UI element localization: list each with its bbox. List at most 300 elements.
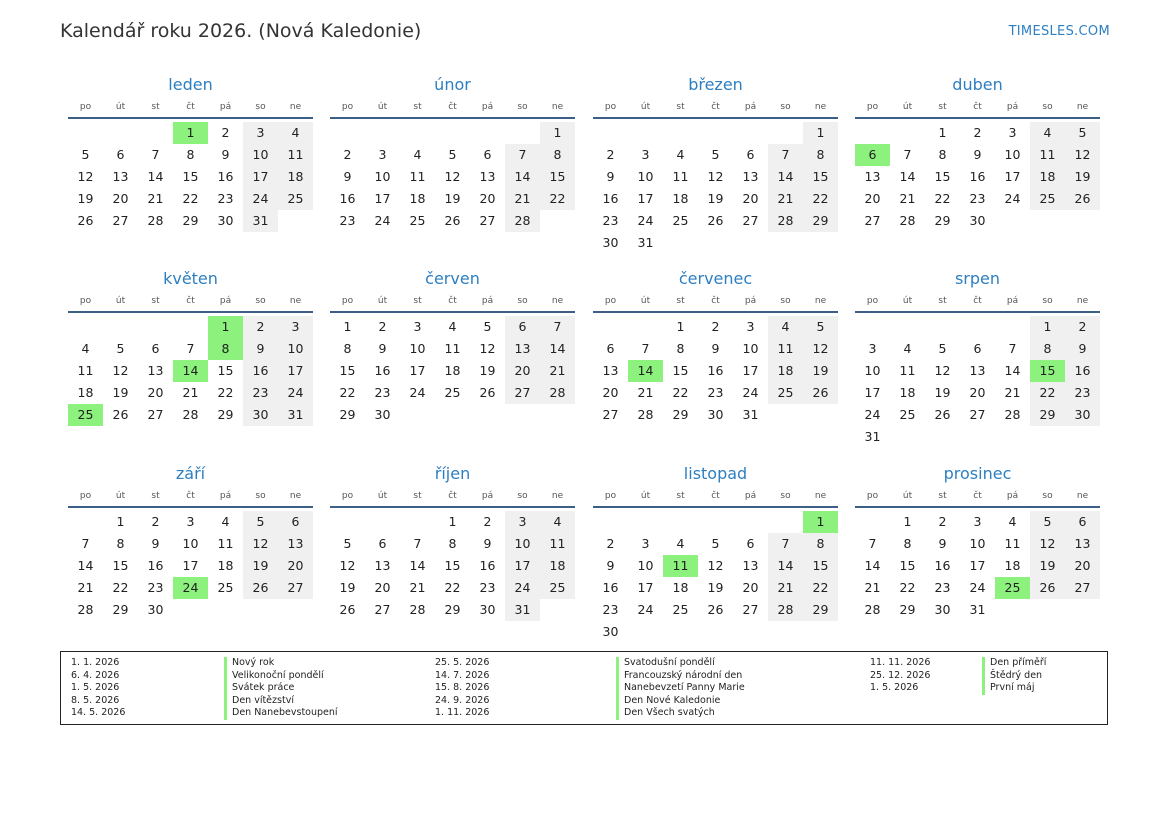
day-cell: 19 bbox=[339, 580, 356, 595]
day-cell: 2 bbox=[606, 147, 615, 162]
week-row bbox=[855, 404, 1100, 426]
day-cell: 15 bbox=[672, 363, 689, 378]
month-divider bbox=[330, 311, 575, 313]
weekday-label: čt bbox=[711, 296, 720, 306]
month-block bbox=[855, 463, 1100, 621]
empty-cell bbox=[540, 210, 575, 232]
empty-cell bbox=[400, 404, 435, 426]
day-cell: 6 bbox=[378, 536, 387, 551]
day-cell: 19 bbox=[707, 191, 724, 206]
day-cell: 3 bbox=[378, 147, 387, 162]
weekday-label: čt bbox=[448, 296, 457, 306]
day-cell: 28 bbox=[182, 407, 199, 422]
day-cell: 31 bbox=[278, 404, 313, 426]
weekday-label: ne bbox=[289, 491, 302, 501]
day-cell: 23 bbox=[1065, 382, 1100, 404]
month-name: leden bbox=[168, 75, 213, 94]
week-row bbox=[330, 533, 575, 555]
week-row bbox=[593, 577, 838, 599]
day-cell: 14 bbox=[540, 338, 575, 360]
day-cell: 31 bbox=[243, 210, 278, 232]
day-cell: 10 bbox=[182, 536, 199, 551]
day-cell: 26 bbox=[444, 213, 461, 228]
legend-date: 25. 12. 2026 bbox=[870, 669, 931, 681]
empty-cell bbox=[365, 511, 400, 533]
month-divider bbox=[330, 117, 575, 119]
day-cell: 20 bbox=[147, 385, 164, 400]
day-cell: 29 bbox=[1030, 404, 1065, 426]
day-cell: 22 bbox=[217, 385, 234, 400]
empty-cell bbox=[960, 426, 995, 448]
weekday-label: út bbox=[115, 491, 126, 501]
weekday-label: so bbox=[1042, 296, 1053, 306]
weekday-label: pá bbox=[481, 102, 494, 112]
week-row bbox=[593, 533, 838, 555]
day-cell: 6 bbox=[483, 147, 492, 162]
day-cell: 19 bbox=[444, 191, 461, 206]
day-cell: 14 bbox=[77, 558, 94, 573]
day-cell: 31 bbox=[864, 429, 881, 444]
day-cell: 14 bbox=[1004, 363, 1021, 378]
day-cell: 16 bbox=[969, 169, 986, 184]
day-cell: 18 bbox=[672, 580, 689, 595]
empty-cell bbox=[890, 426, 925, 448]
month-name: červen bbox=[425, 269, 480, 288]
day-cell: 25 bbox=[217, 580, 234, 595]
day-cell: 21 bbox=[147, 191, 164, 206]
empty-cell bbox=[330, 122, 365, 144]
day-cell: 30 bbox=[969, 213, 986, 228]
empty-cell bbox=[435, 122, 470, 144]
day-cell: 1 bbox=[173, 122, 208, 144]
empty-cell bbox=[663, 232, 698, 254]
day-cell: 27 bbox=[278, 577, 313, 599]
day-cell: 8 bbox=[938, 147, 947, 162]
weekday-label: ne bbox=[814, 491, 827, 501]
day-cell: 24 bbox=[409, 385, 426, 400]
day-cell: 29 bbox=[899, 602, 916, 617]
weekday-label: po bbox=[79, 296, 92, 306]
day-cell: 9 bbox=[711, 341, 720, 356]
brand-link[interactable]: TIMESLES.COM bbox=[1008, 24, 1110, 39]
day-cell: 16 bbox=[217, 169, 234, 184]
weekday-label: čt bbox=[448, 491, 457, 501]
day-cell: 26 bbox=[707, 602, 724, 617]
day-cell: 18 bbox=[672, 191, 689, 206]
day-cell: 18 bbox=[1004, 558, 1021, 573]
empty-cell bbox=[698, 621, 733, 643]
day-cell: 17 bbox=[1004, 169, 1021, 184]
day-cell: 4 bbox=[221, 514, 230, 529]
day-cell: 12 bbox=[339, 558, 356, 573]
weekday-label: st bbox=[676, 296, 685, 306]
day-cell: 20 bbox=[1065, 555, 1100, 577]
week-row bbox=[593, 166, 838, 188]
week-row bbox=[855, 122, 1100, 144]
week-row bbox=[330, 360, 575, 382]
weekday-label: po bbox=[866, 296, 879, 306]
weekday-label: pá bbox=[744, 102, 757, 112]
day-cell: 28 bbox=[768, 210, 803, 232]
empty-cell bbox=[925, 426, 960, 448]
month-name: duben bbox=[952, 75, 1003, 94]
empty-cell bbox=[208, 599, 243, 621]
day-cell: 3 bbox=[641, 536, 650, 551]
week-row bbox=[68, 144, 313, 166]
empty-cell bbox=[1065, 210, 1100, 232]
day-cell: 25 bbox=[278, 188, 313, 210]
weekday-label: pá bbox=[481, 296, 494, 306]
empty-cell bbox=[768, 122, 803, 144]
day-cell: 15 bbox=[112, 558, 129, 573]
day-cell: 24 bbox=[1004, 191, 1021, 206]
weekday-label: st bbox=[938, 491, 947, 501]
day-cell: 2 bbox=[973, 125, 982, 140]
weekday-label: po bbox=[866, 102, 879, 112]
empty-cell bbox=[663, 122, 698, 144]
month-block bbox=[330, 268, 575, 426]
weekday-label: út bbox=[902, 296, 913, 306]
day-cell: 12 bbox=[77, 169, 94, 184]
weekday-label: so bbox=[255, 491, 266, 501]
day-cell: 16 bbox=[1065, 360, 1100, 382]
day-cell: 4 bbox=[676, 147, 685, 162]
day-cell: 7 bbox=[540, 316, 575, 338]
weekday-header bbox=[593, 98, 838, 116]
weekday-header bbox=[593, 292, 838, 310]
day-cell: 31 bbox=[505, 599, 540, 621]
day-cell: 10 bbox=[505, 533, 540, 555]
day-cell: 30 bbox=[707, 407, 724, 422]
weekday-label: ne bbox=[289, 102, 302, 112]
empty-cell bbox=[960, 316, 995, 338]
day-cell: 7 bbox=[1008, 341, 1017, 356]
month-block bbox=[593, 463, 838, 643]
day-cell: 9 bbox=[151, 536, 160, 551]
day-cell: 18 bbox=[409, 191, 426, 206]
day-cell: 11 bbox=[663, 555, 698, 577]
empty-cell bbox=[803, 621, 838, 643]
day-cell: 5 bbox=[81, 147, 90, 162]
day-cell: 6 bbox=[973, 341, 982, 356]
weekday-header bbox=[330, 487, 575, 505]
week-row bbox=[855, 360, 1100, 382]
empty-cell bbox=[330, 511, 365, 533]
day-cell: 8 bbox=[803, 533, 838, 555]
day-cell: 7 bbox=[151, 147, 160, 162]
day-cell: 11 bbox=[1004, 536, 1021, 551]
day-cell: 14 bbox=[768, 555, 803, 577]
day-cell: 9 bbox=[1065, 338, 1100, 360]
weekday-label: ne bbox=[551, 491, 564, 501]
day-cell: 1 bbox=[343, 319, 352, 334]
empty-cell bbox=[68, 316, 103, 338]
weekday-label: út bbox=[640, 102, 651, 112]
day-cell: 5 bbox=[1030, 511, 1065, 533]
day-cell: 17 bbox=[409, 363, 426, 378]
day-cell: 17 bbox=[182, 558, 199, 573]
day-cell: 6 bbox=[746, 147, 755, 162]
empty-cell bbox=[173, 316, 208, 338]
day-cell: 17 bbox=[505, 555, 540, 577]
weekday-label: čt bbox=[711, 102, 720, 112]
legend-date: 1. 5. 2026 bbox=[71, 682, 120, 694]
day-cell: 21 bbox=[409, 580, 426, 595]
day-cell: 3 bbox=[641, 147, 650, 162]
month-divider bbox=[330, 506, 575, 508]
day-cell: 28 bbox=[899, 213, 916, 228]
day-cell: 20 bbox=[278, 555, 313, 577]
day-cell: 13 bbox=[147, 363, 164, 378]
weekday-label: st bbox=[938, 102, 947, 112]
day-cell: 15 bbox=[899, 558, 916, 573]
empty-cell bbox=[803, 232, 838, 254]
day-cell: 18 bbox=[768, 360, 803, 382]
legend-holiday-name: Den Všech svatých bbox=[616, 707, 745, 720]
week-row bbox=[330, 338, 575, 360]
day-cell: 4 bbox=[903, 341, 912, 356]
legend-date: 8. 5. 2026 bbox=[71, 694, 120, 706]
month-block bbox=[68, 268, 313, 426]
day-cell: 16 bbox=[602, 580, 619, 595]
weekday-label: po bbox=[604, 491, 617, 501]
weekday-label: po bbox=[866, 491, 879, 501]
day-cell: 16 bbox=[147, 558, 164, 573]
month-divider bbox=[855, 506, 1100, 508]
day-cell: 14 bbox=[173, 360, 208, 382]
day-cell: 26 bbox=[112, 407, 129, 422]
day-cell: 17 bbox=[374, 191, 391, 206]
empty-cell bbox=[890, 122, 925, 144]
week-row bbox=[855, 577, 1100, 599]
day-cell: 13 bbox=[374, 558, 391, 573]
day-cell: 5 bbox=[711, 147, 720, 162]
day-cell: 20 bbox=[479, 191, 496, 206]
weekday-label: čt bbox=[973, 296, 982, 306]
week-row bbox=[330, 316, 575, 338]
legend-date: 25. 5. 2026 bbox=[435, 657, 490, 668]
week-row bbox=[68, 338, 313, 360]
day-cell: 22 bbox=[339, 385, 356, 400]
week-row bbox=[330, 577, 575, 599]
day-cell: 11 bbox=[444, 341, 461, 356]
day-cell: 5 bbox=[343, 536, 352, 551]
empty-cell bbox=[593, 316, 628, 338]
day-cell: 9 bbox=[221, 147, 230, 162]
empty-cell bbox=[890, 316, 925, 338]
day-cell: 14 bbox=[864, 558, 881, 573]
day-cell: 22 bbox=[112, 580, 129, 595]
day-cell: 12 bbox=[1065, 144, 1100, 166]
weekday-label: čt bbox=[973, 102, 982, 112]
month-divider bbox=[855, 117, 1100, 119]
day-cell: 5 bbox=[803, 316, 838, 338]
week-row bbox=[593, 316, 838, 338]
weekday-label: so bbox=[255, 296, 266, 306]
day-cell: 7 bbox=[413, 536, 422, 551]
day-cell: 22 bbox=[672, 385, 689, 400]
weekday-label: so bbox=[517, 491, 528, 501]
day-cell: 23 bbox=[602, 602, 619, 617]
month-name: prosinec bbox=[943, 464, 1012, 483]
day-cell: 1 bbox=[676, 319, 685, 334]
day-cell: 25 bbox=[995, 577, 1030, 599]
weekday-label: st bbox=[676, 491, 685, 501]
day-cell: 15 bbox=[339, 363, 356, 378]
empty-cell bbox=[505, 122, 540, 144]
day-cell: 19 bbox=[934, 385, 951, 400]
empty-cell bbox=[855, 511, 890, 533]
day-cell: 15 bbox=[934, 169, 951, 184]
day-cell: 25 bbox=[540, 577, 575, 599]
week-row bbox=[855, 144, 1100, 166]
weekday-label: ne bbox=[814, 296, 827, 306]
legend-holiday-name: Svátek práce bbox=[224, 682, 338, 695]
day-cell: 27 bbox=[505, 382, 540, 404]
week-row bbox=[68, 555, 313, 577]
day-cell: 24 bbox=[243, 188, 278, 210]
weekday-label: so bbox=[517, 102, 528, 112]
day-cell: 21 bbox=[540, 360, 575, 382]
day-cell: 27 bbox=[602, 407, 619, 422]
week-row bbox=[855, 511, 1100, 533]
day-cell: 13 bbox=[969, 363, 986, 378]
day-cell: 4 bbox=[81, 341, 90, 356]
weekday-label: čt bbox=[186, 491, 195, 501]
weekday-label: út bbox=[377, 102, 388, 112]
week-row bbox=[330, 166, 575, 188]
day-cell: 10 bbox=[637, 558, 654, 573]
day-cell: 23 bbox=[479, 580, 496, 595]
day-cell: 20 bbox=[742, 191, 759, 206]
weekday-label: ne bbox=[551, 296, 564, 306]
empty-cell bbox=[698, 122, 733, 144]
day-cell: 19 bbox=[1065, 166, 1100, 188]
day-cell: 2 bbox=[243, 316, 278, 338]
week-row bbox=[68, 360, 313, 382]
legend-holiday-name: Nanebevzetí Panny Marie bbox=[616, 682, 745, 695]
day-cell: 1 bbox=[540, 122, 575, 144]
day-cell: 9 bbox=[243, 338, 278, 360]
week-row bbox=[855, 316, 1100, 338]
day-cell: 11 bbox=[217, 536, 234, 551]
legend-date: 24. 9. 2026 bbox=[435, 694, 490, 706]
day-cell: 3 bbox=[973, 514, 982, 529]
week-row bbox=[593, 511, 838, 533]
weekday-label: pá bbox=[219, 491, 232, 501]
day-cell: 16 bbox=[707, 363, 724, 378]
day-cell: 31 bbox=[969, 602, 986, 617]
week-row bbox=[68, 577, 313, 599]
empty-cell bbox=[663, 511, 698, 533]
weekday-label: čt bbox=[186, 296, 195, 306]
day-cell: 4 bbox=[1008, 514, 1017, 529]
empty-cell bbox=[995, 316, 1030, 338]
day-cell: 24 bbox=[864, 407, 881, 422]
weekday-label: so bbox=[1042, 491, 1053, 501]
day-cell: 28 bbox=[768, 599, 803, 621]
day-cell: 23 bbox=[602, 213, 619, 228]
day-cell: 6 bbox=[606, 341, 615, 356]
day-cell: 31 bbox=[742, 407, 759, 422]
empty-cell bbox=[68, 122, 103, 144]
weekday-label: ne bbox=[551, 102, 564, 112]
weekday-label: pá bbox=[219, 102, 232, 112]
weekday-header bbox=[68, 292, 313, 310]
day-cell: 29 bbox=[112, 602, 129, 617]
empty-cell bbox=[1065, 426, 1100, 448]
day-cell: 18 bbox=[217, 558, 234, 573]
weekday-label: út bbox=[640, 296, 651, 306]
empty-cell bbox=[435, 404, 470, 426]
day-cell: 26 bbox=[479, 385, 496, 400]
legend-date: 14. 5. 2026 bbox=[71, 707, 126, 719]
day-cell: 21 bbox=[899, 191, 916, 206]
week-row bbox=[330, 122, 575, 144]
month-divider bbox=[68, 117, 313, 119]
weekday-label: so bbox=[780, 491, 791, 501]
day-cell: 18 bbox=[77, 385, 94, 400]
day-cell: 24 bbox=[637, 213, 654, 228]
empty-cell bbox=[1065, 599, 1100, 621]
empty-cell bbox=[243, 599, 278, 621]
weekday-label: út bbox=[377, 296, 388, 306]
weekday-label: po bbox=[341, 491, 354, 501]
legend-holiday-name: Den Nové Kaledonie bbox=[616, 695, 745, 708]
day-cell: 11 bbox=[899, 363, 916, 378]
day-cell: 5 bbox=[1065, 122, 1100, 144]
day-cell: 12 bbox=[444, 169, 461, 184]
day-cell: 13 bbox=[479, 169, 496, 184]
day-cell: 3 bbox=[1008, 125, 1017, 140]
day-cell: 17 bbox=[742, 363, 759, 378]
legend-holiday-name: Štědrý den bbox=[982, 670, 1046, 683]
day-cell: 9 bbox=[606, 558, 615, 573]
day-cell: 14 bbox=[505, 166, 540, 188]
day-cell: 18 bbox=[1030, 166, 1065, 188]
day-cell: 29 bbox=[217, 407, 234, 422]
day-cell: 14 bbox=[628, 360, 663, 382]
day-cell: 27 bbox=[742, 213, 759, 228]
day-cell: 13 bbox=[742, 558, 759, 573]
day-cell: 17 bbox=[278, 360, 313, 382]
day-cell: 17 bbox=[969, 558, 986, 573]
week-row bbox=[68, 511, 313, 533]
day-cell: 30 bbox=[602, 624, 619, 639]
day-cell: 9 bbox=[973, 147, 982, 162]
day-cell: 25 bbox=[68, 404, 103, 426]
weekday-label: po bbox=[604, 102, 617, 112]
day-cell: 21 bbox=[864, 580, 881, 595]
weekday-label: po bbox=[604, 296, 617, 306]
empty-cell bbox=[733, 232, 768, 254]
empty-cell bbox=[103, 122, 138, 144]
week-row bbox=[855, 382, 1100, 404]
day-cell: 13 bbox=[742, 169, 759, 184]
day-cell: 3 bbox=[278, 316, 313, 338]
weekday-label: po bbox=[341, 296, 354, 306]
month-divider bbox=[855, 311, 1100, 313]
day-cell: 13 bbox=[1065, 533, 1100, 555]
day-cell: 14 bbox=[409, 558, 426, 573]
day-cell: 21 bbox=[637, 385, 654, 400]
empty-cell bbox=[593, 122, 628, 144]
day-cell: 4 bbox=[413, 147, 422, 162]
day-cell: 16 bbox=[934, 558, 951, 573]
legend-holiday-name: Den příměří bbox=[982, 657, 1046, 670]
day-cell: 25 bbox=[672, 213, 689, 228]
weekday-label: st bbox=[676, 102, 685, 112]
